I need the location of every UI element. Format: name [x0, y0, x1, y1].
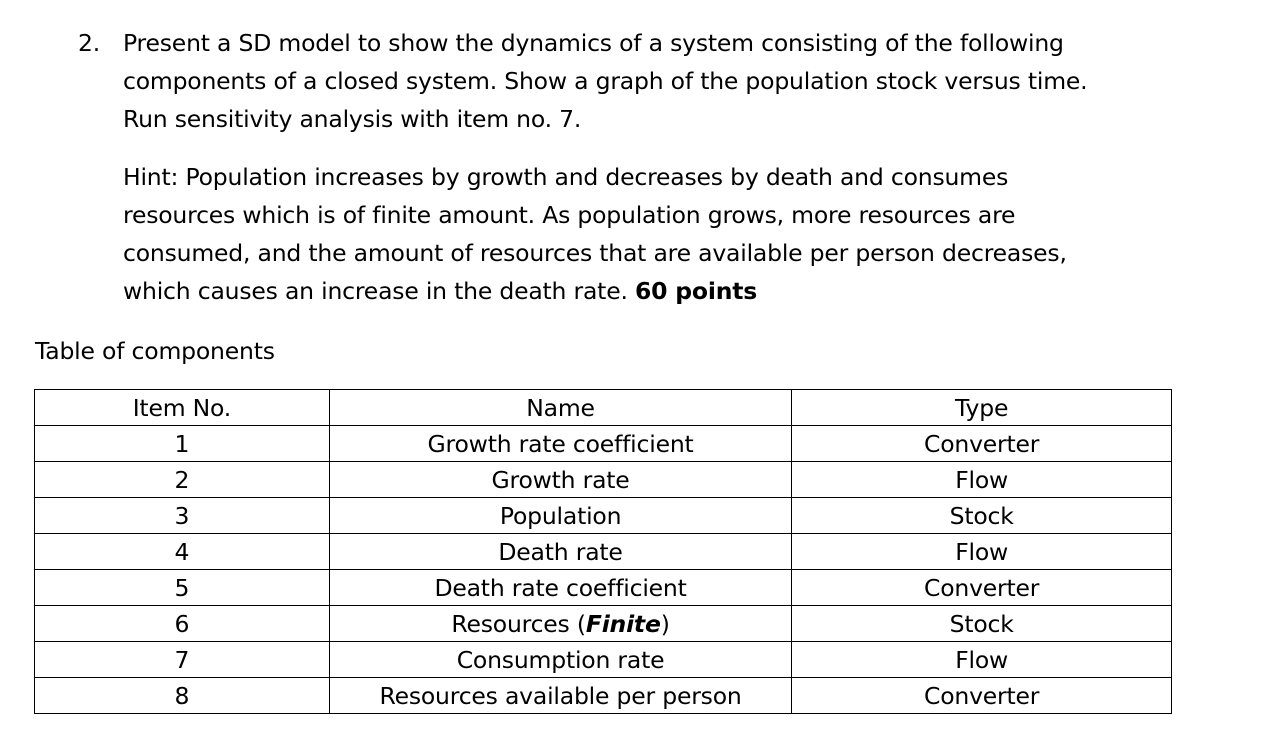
cell-item-no: 4 — [35, 534, 330, 570]
table-row — [35, 606, 1172, 642]
table-row — [35, 426, 1172, 462]
table-row — [35, 498, 1172, 534]
header-item-no: Item No. — [35, 390, 330, 426]
cell-item-no: 1 — [35, 426, 330, 462]
cell-name: Growth rate — [329, 462, 791, 498]
cell-item-no: 7 — [35, 642, 330, 678]
question-block — [78, 24, 1188, 310]
header-name: Name — [329, 390, 791, 426]
header-type: Type — [792, 390, 1172, 426]
hint-line-3: consumed, and the amount of resources that are available per person decreases, — [123, 239, 1067, 267]
cell-name: Population — [329, 498, 791, 534]
question-number: 2. — [78, 29, 101, 57]
cell-item-no: 2 — [35, 462, 330, 498]
cell-name: Consumption rate — [329, 642, 791, 678]
question-row — [78, 24, 1188, 310]
cell-name: Death rate coefficient — [329, 570, 791, 606]
question-line-2: components of a closed system. Show a graph of the population stock versus time. — [123, 67, 1088, 95]
cell-item-no: 6 — [35, 606, 330, 642]
hint-text — [123, 158, 1188, 310]
name-suffix: ) — [660, 609, 670, 638]
table-caption: Table of components — [35, 337, 275, 365]
cell-item-no: 3 — [35, 498, 330, 534]
cell-name: Death rate — [329, 534, 791, 570]
question-line-3: Run sensitivity analysis with item no. 7. — [123, 105, 582, 133]
name-prefix: Resources ( — [451, 609, 586, 638]
name-emphasis: Finite — [585, 609, 661, 638]
question-body — [123, 24, 1188, 310]
cell-name — [329, 606, 791, 642]
cell-type: Converter — [792, 570, 1172, 606]
table-row — [35, 534, 1172, 570]
cell-type: Stock — [792, 606, 1172, 642]
table-header-row — [35, 390, 1172, 426]
cell-item-no: 5 — [35, 570, 330, 606]
question-text — [123, 24, 1188, 138]
cell-type: Converter — [792, 678, 1172, 714]
points-label: 60 points — [635, 277, 758, 305]
cell-name: Resources available per person — [329, 678, 791, 714]
cell-item-no: 8 — [35, 678, 330, 714]
cell-type: Stock — [792, 498, 1172, 534]
hint-line-4: which causes an increase in the death rate. — [123, 277, 628, 305]
table-row — [35, 462, 1172, 498]
cell-type: Flow — [792, 534, 1172, 570]
cell-type: Flow — [792, 642, 1172, 678]
cell-type: Converter — [792, 426, 1172, 462]
table-row — [35, 570, 1172, 606]
question-line-1: Present a SD model to show the dynamics of a system consisting of the following — [123, 29, 1064, 57]
cell-name: Growth rate coefficient — [329, 426, 791, 462]
table-row — [35, 678, 1172, 714]
hint-line-2: resources which is of finite amount. As population grows, more resources are — [123, 201, 1016, 229]
cell-type: Flow — [792, 462, 1172, 498]
table-row — [35, 642, 1172, 678]
hint-line-1: Hint: Population increases by growth and decreases by death and consumes — [123, 163, 1009, 191]
components-table — [34, 389, 1172, 714]
